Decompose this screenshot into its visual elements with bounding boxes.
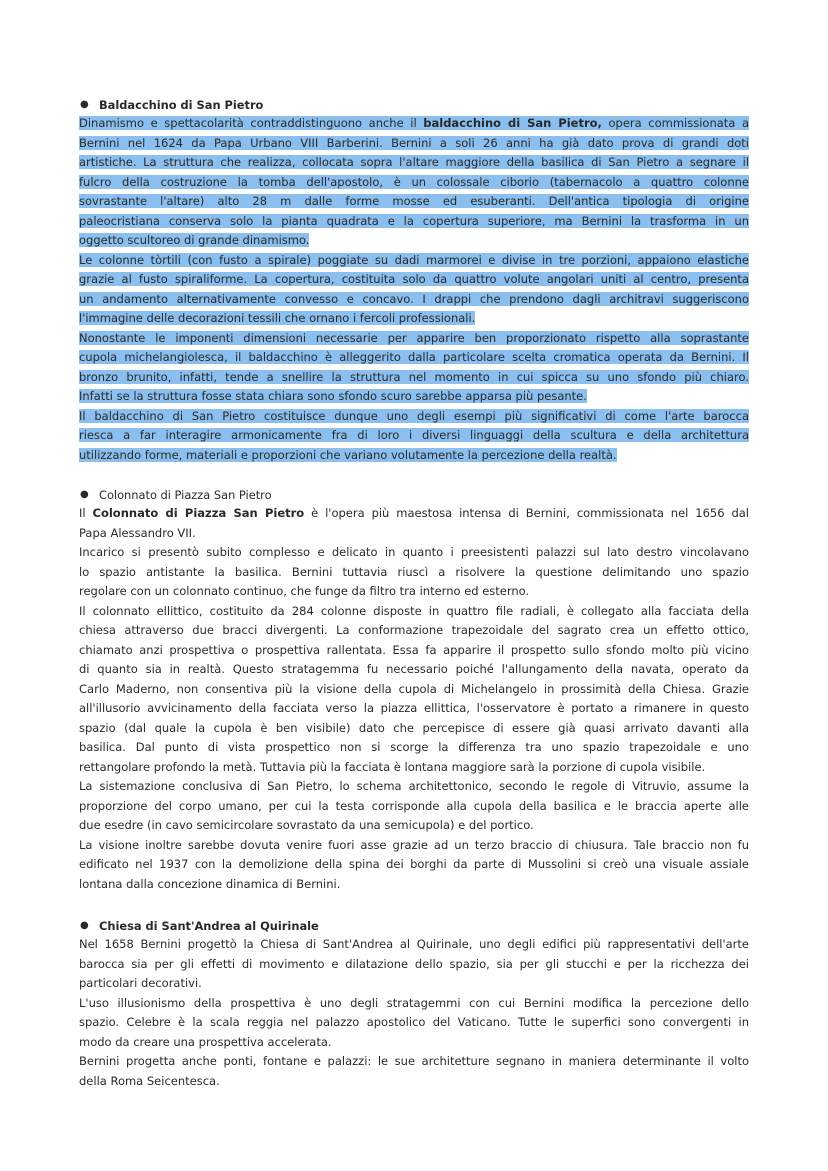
text-line	[79, 348, 749, 368]
text-line	[79, 935, 749, 955]
text-line	[79, 153, 749, 173]
text-run: Dinamismo e spettacolarità contraddistinguono anche il	[79, 116, 424, 130]
heading-text: Baldacchino di San Pietro	[99, 98, 264, 112]
text-line	[79, 368, 749, 388]
section-colonnato	[79, 486, 749, 894]
text-line	[79, 602, 749, 622]
bullet-icon: ●	[80, 920, 89, 931]
text-run: edificato nel 1937 con la demolizione della spina dei borghi da parte di Mussolini si creò una visuale assiale	[79, 857, 749, 871]
text-line	[79, 738, 749, 758]
text-line	[79, 270, 749, 290]
text-run: Il	[79, 506, 93, 520]
section-heading	[79, 96, 749, 114]
text-line	[79, 231, 749, 251]
highlighted-paragraph	[79, 114, 749, 465]
section-baldacchino	[79, 96, 749, 465]
text-run: l'immagine delle decorazioni tessili che ornano i fercoli professionali.	[79, 311, 476, 325]
text-run: particolari decorativi.	[79, 976, 202, 990]
text-line	[79, 621, 749, 641]
text-run: della Roma Seicentesca.	[79, 1073, 220, 1088]
text-line	[79, 407, 749, 427]
text-line	[79, 446, 749, 466]
text-run: lontana dalla concezione dinamica di Bernini.	[79, 876, 341, 891]
text-run: La visione inoltre sarebbe dovuta venire fuori asse grazie ad un terzo braccio di chiusura. Tale braccio non fu	[79, 837, 749, 852]
text-line	[79, 875, 749, 895]
bold-term: Colonnato di Piazza San Pietro	[92, 506, 305, 520]
text-run: riesca a far interagire armonicamente fra di loro i diversi linguaggi della scultura e della architettura	[79, 428, 749, 442]
text-line	[79, 994, 749, 1014]
text-line	[79, 134, 749, 154]
text-line	[79, 309, 749, 329]
text-line	[79, 680, 749, 700]
text-line	[79, 719, 749, 739]
text-line	[79, 660, 749, 680]
text-line	[79, 816, 749, 836]
text-run: sovrastante l'altare) alto 28 m dalle forme mosse ed esuberanti. Dell'antica tipologia di origine	[79, 194, 749, 208]
text-line	[79, 641, 749, 661]
text-run: cupola michelangiolescа, il baldacchino è alleggerito dalla particolare scelta cromatica operata da Bernini. Il	[79, 350, 749, 364]
bullet-icon: ●	[80, 99, 89, 110]
text-line	[79, 114, 749, 134]
text-line	[79, 543, 749, 563]
heading-text: Chiesa di Sant'Andrea al Quirinale	[99, 919, 319, 933]
text-run: basilica. Dal punto di vista prospettico non si scorge la differenza tra uno spazio trapezoidale e uno	[79, 740, 749, 754]
text-run: Il baldacchino di San Pietro costituisce dunque uno degli esempi più significativi di come l'arte barocca	[79, 408, 749, 423]
text-run: Bernini nel 1624 da Papa Urbano VIII Barberini. Bernini a soli 26 anni ha già dato prova di grandi doti	[79, 135, 749, 150]
text-run: Nonostante le imponenti dimensioni necessarie per apparire ben proporzionato rispetto alla soprastante	[79, 330, 749, 345]
text-line	[79, 1052, 749, 1072]
text-run: chiesa attraverso due bracci divergenti. La conformazione trapezoidale del sagrato crea un effetto ottico,	[79, 623, 749, 637]
text-run: utilizzando forme, materiali e proporzioni che variano volutamente la percezione della realtà.	[79, 447, 617, 462]
text-run: oggetto scultoreo di grande dinamismo.	[79, 233, 310, 247]
text-line	[79, 836, 749, 856]
bullet-icon: ●	[80, 489, 89, 500]
text-line	[79, 329, 749, 349]
text-line	[79, 1072, 749, 1092]
section-heading	[79, 917, 749, 935]
text-run: due esedre (in cavo semicircolare sovrastato da una semicupola) e del portico.	[79, 818, 534, 832]
text-run: barocca sia per gli effetti di movimento e dilatazione dello spazio, sia per gli stucchi e per la ricchezza dei	[79, 956, 749, 971]
text-run: Carlo Maderno, non consentiva più la visione della cupola di Michelangelo in prossimità della Chiesa. Grazie	[79, 681, 749, 696]
heading-text: Colonnato di Piazza San Pietro	[99, 488, 272, 502]
bold-term: baldacchino di San Pietro,	[423, 116, 602, 130]
text-run: lo spazio antistante la basilica. Bernini tuttavia riuscì a risolvere la questione delimitando uno spazio	[79, 564, 749, 579]
paragraph	[79, 935, 749, 1091]
section-heading	[79, 486, 749, 504]
text-line	[79, 758, 749, 778]
text-run: L'uso illusionismo della prospettiva è uno degli stratagemmi con cui Bernini modifica la percezione dello	[79, 995, 749, 1010]
text-run: opera commissionata a	[601, 116, 749, 130]
text-line	[79, 387, 749, 407]
text-line	[79, 955, 749, 975]
text-line	[79, 777, 749, 797]
text-line	[79, 1033, 749, 1053]
text-line	[79, 582, 749, 602]
text-line	[79, 974, 749, 994]
text-run: un andamento alternativamente convesso e concavo. I drappi che prendono dagli architravi suggeriscono	[79, 291, 749, 306]
text-line	[79, 192, 749, 212]
text-run: bronzo brunito, infatti, tende a snellire la struttura nel momento in cui spicca su uno sfondo più chiaro.	[79, 369, 749, 384]
text-run: fulcro della costruzione la tomba dell'apostolo, è un colossale ciborio (tabernacolo a quattro colonne	[79, 174, 749, 189]
text-line	[79, 173, 749, 193]
text-run: rettangolare profondo la metà. Tuttavia più la facciata è lontana maggiore sarà la porzione di cupola visibile.	[79, 759, 706, 774]
text-run: grazie al fusto spiraliforme. La copertura, costituita solo da quattro volute angolari uniti al centro, presenta	[79, 272, 749, 286]
text-line	[79, 212, 749, 232]
text-line	[79, 563, 749, 583]
section-sant-andrea	[79, 917, 749, 1091]
text-line	[79, 251, 749, 271]
text-run: paleocristiana conserva solo la pianta quadrata e la copertura superiore, ma Bernini la trasforma in un	[79, 213, 749, 228]
text-run: Infatti se la struttura fosse stata chiara sono sfondo scuro sarebbe apparsa più pesante.	[79, 389, 587, 403]
text-run: spazio. Celebre è la scala reggia nel palazzo apostolico del Vaticano. Tutte le superfici sono convergenti in	[79, 1015, 749, 1029]
text-run: Il colonnato ellittico, costituito da 284 colonne disposte in quattro file radiali, è collegato alla facciata della	[79, 603, 749, 618]
text-run: Le colonne tòrtili (con fusto a spirale) poggiate su dadi marmorei e divise in tre porzioni, appaiono elastiche	[79, 252, 749, 267]
text-line	[79, 855, 749, 875]
text-run: La sistemazione conclusiva di San Pietro, lo schema architettonico, secondo le regole di Vitruvio, assume la	[79, 779, 749, 793]
text-run: Nel 1658 Bernini progettò la Chiesa di Sant'Andrea al Quirinale, uno degli edifici più rappresentativi dell'arte	[79, 937, 749, 951]
text-line	[79, 699, 749, 719]
text-run: all'illusorio avvicinamento della facciata verso la piazza ellittica, l'osservatore è portato a rimanere in questo	[79, 701, 749, 715]
text-line	[79, 504, 749, 524]
text-run: artistiche. La struttura che realizza, collocata sopra l'altare maggiore della basilica di San Pietro a segnare il	[79, 155, 749, 169]
text-line	[79, 524, 749, 544]
text-run: modo da creare una prospettiva accelerata.	[79, 1034, 332, 1049]
text-run: spazio (dal quale la cupola è ben visibile) dato che percepisce di essere già quasi arrivato davanti alla	[79, 720, 749, 735]
text-line	[79, 1013, 749, 1033]
text-run: Papa Alessandro VII.	[79, 525, 196, 540]
text-run: è l'opera più maestosa intensa di Bernini, commissionata nel 1656 dal	[304, 506, 749, 520]
text-run: regolare con un colonnato continuo, che funge da filtro tra interno ed esterno.	[79, 584, 530, 598]
paragraph	[79, 504, 749, 894]
text-line	[79, 290, 749, 310]
text-line	[79, 426, 749, 446]
text-run: chiamato anzi prospettiva o prospettiva rallentata. Essa fa apparire il prospetto sullo sfondo molto più vicino	[79, 642, 749, 657]
text-line	[79, 797, 749, 817]
text-run: proporzione del corpo umano, per cui la testa corrisponde alla cupola della basilica e le braccia aperte alle	[79, 798, 749, 813]
text-run: Bernini progetta anche ponti, fontane e palazzi: le sue architetture segnano in maniera determinante il volto	[79, 1054, 749, 1068]
text-run: Incarico si presentò subito complesso e delicato in quanto i preesistenti palazzi sul lato destro vincolavano	[79, 545, 749, 559]
text-run: di quanto sia in realtà. Questo stratagemma fu necessario poiché l'allungamento della navata, operato da	[79, 662, 749, 676]
